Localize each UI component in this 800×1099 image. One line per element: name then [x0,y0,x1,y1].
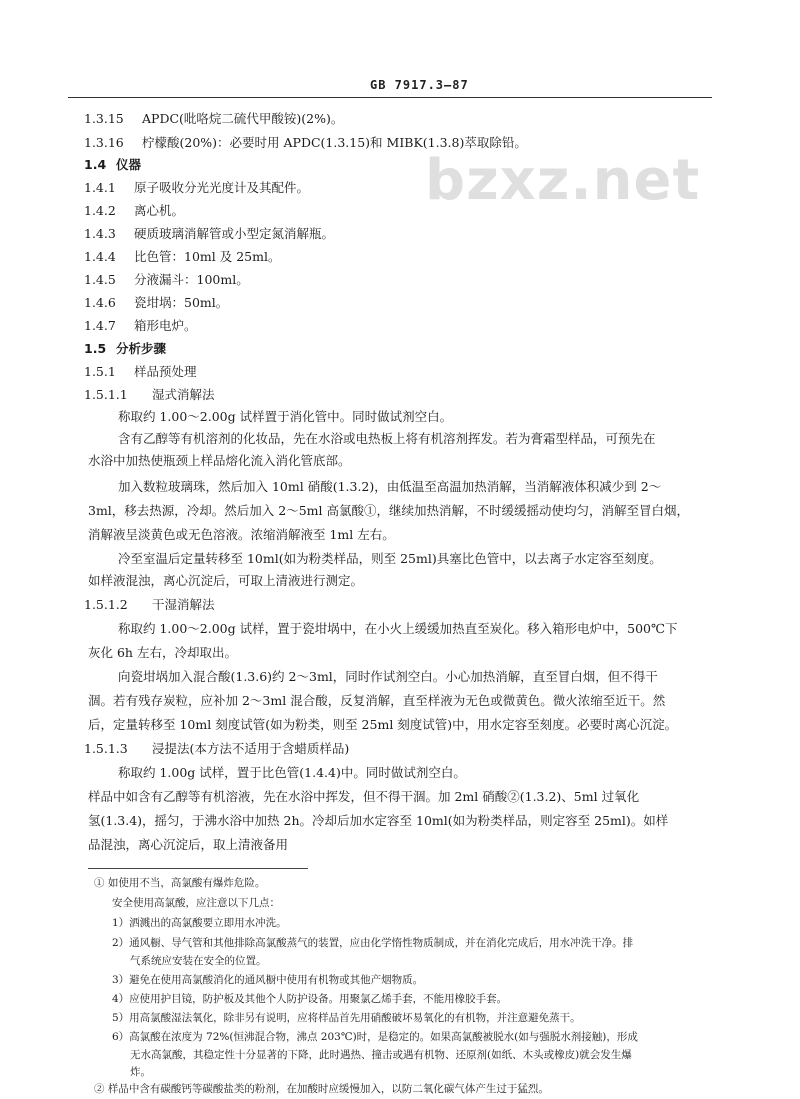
item-number: 1.4.6 [84,295,116,310]
header-rule [68,97,712,98]
footnote-item: 5）用高氯酸湿法氧化，除非另有说明，应将样品首先用硝酸破坏易氧化的有机物，并注意避免蒸干。 [112,1012,581,1024]
footnote-2: ② 样品中含有碳酸钙等碳酸盐类的粉剂，在加酸时应缓慢加入，以防二氧化碳气体产生过于猛烈。 [94,1083,549,1095]
item-number: 1.5.1.3 [84,741,128,756]
body-line: 称取约 1.00～2.00g 试样置于消化管中。同时做试剂空白。 [118,409,453,424]
body-line: 冷至室温后定量转移至 10ml(如为粉类样品，则至 25ml)具塞比色管中，以去离子水定容至刻度。 [118,551,662,566]
item-text: 瓷坩埚：50ml。 [134,295,229,310]
item-text: 离心机。 [134,203,185,218]
section-heading: 仪器 [116,157,142,172]
item-number: 1.5.1 [84,364,116,379]
item-text: 比色管：10ml 及 25ml。 [134,249,281,264]
item-number: 1.3.16 [84,135,124,150]
item-text: 干湿消解法 [152,597,215,612]
body-line: 消解液呈淡黄色或无色溶液。浓缩消解液至 1ml 左右。 [88,527,395,542]
body-line: 3ml，移去热源，冷却。然后加入 2～5ml 高氯酸①，继续加热消解，不时缓缓摇动使均匀，消解至冒白烟， [88,503,690,518]
item-text: 样品预处理 [134,364,197,379]
footnote-item: 3）避免在使用高氯酸消化的通风橱中使用有机物或其他产烟物质。 [112,974,424,986]
footnote-rule [88,868,308,869]
standard-number: GB 7917.3—87 [370,78,469,92]
item-number: 1.5.1.1 [84,387,128,402]
body-line: 称取约 1.00～2.00g 试样，置于瓷坩埚中，在小火上缓缓加热直至炭化。移入箱形电炉中，500℃下 [118,621,678,636]
item-text: 分液漏斗：100ml。 [134,272,249,287]
watermark: bzxz.net [425,148,701,213]
item-number: 1.4.1 [84,180,116,195]
footnote-item: 1）洒溅出的高氯酸要立即用水冲洗。 [112,917,287,929]
footnote-item: 炸。 [130,1066,151,1078]
item-number: 1.4.5 [84,272,116,287]
body-line: 样品中如含有乙醇等有机溶液，先在水浴中挥发，但不得干涸。加 2ml 硝酸②(1.3.2)、5ml 过氧化 [88,789,640,804]
body-line: 后，定量转移至 10ml 刻度试管(如为粉类，则至 25ml 刻度试管)中，用水定容至刻度。必要时离心沉淀。 [88,717,678,732]
body-line: 氢(1.3.4)，摇匀，于沸水浴中加热 2h。冷却后加水定容至 10ml(如为粉类样品，则定容至 25ml)。如样 [88,813,669,828]
item-text: 原子吸收分光光度计及其配件。 [134,180,310,195]
footnote-item: 4）应使用护目镜，防护板及其他个人防护设备。用聚氯乙烯手套，不能用橡胶手套。 [112,993,508,1005]
item-number: 1.4.7 [84,318,116,333]
item-text: 湿式消解法 [152,387,215,402]
item-number: 1.5.1.2 [84,597,128,612]
item-number: 1.4.4 [84,249,116,264]
item-number: 1.4.2 [84,203,116,218]
item-text: 浸提法(本方法不适用于含蜡质样品) [152,741,350,756]
item-number: 1.3.15 [84,111,124,126]
section-heading: 分析步骤 [116,341,167,356]
footnote-item: 2）通风橱、导气管和其他排除高氯酸蒸气的装置，应由化学惰性物质制成，并在消化完成后，用水冲洗干净。排 [112,937,634,949]
footnote-item: 6）高氯酸在浓度为 72%(恒沸混合物，沸点 203℃)时，是稳定的。如果高氯酸被脱水(如与强脱水剂接触)，形成 [112,1031,638,1043]
footnote-item: 气系统应安装在安全的位置。 [130,955,267,967]
footnote-item: 无水高氯酸，其稳定性十分显著的下降，此时遇热、撞击或遇有机物、还原剂(如纸、木头或橡皮)就会发生爆 [130,1049,632,1061]
item-text: 箱形电炉。 [134,318,197,333]
body-line: 涸。若有残存炭粒，应补加 2～3ml 混合酸，反复消解，直至样液为无色或微黄色。微火浓缩至近干。然 [88,693,666,708]
body-line: 向瓷坩埚加入混合酸(1.3.6)约 2～3ml，同时作试剂空白。小心加热消解，直至冒白烟，但不得干 [118,669,658,684]
item-text: 柠檬酸(20%)：必要时用 APDC(1.3.15)和 MIBK(1.3.8)萃取除铅。 [142,135,527,150]
item-text: 硬质玻璃消解管或小型定氮消解瓶。 [134,226,335,241]
section-number: 1.4 [84,157,107,172]
footnote-1: ① 如使用不当，高氯酸有爆炸危险。 [94,877,266,889]
body-line: 含有乙醇等有机溶剂的化妆品，先在水浴或电热板上将有机溶剂挥发。若为膏霜型样品，可预先在 [118,431,656,446]
section-number: 1.5 [84,341,107,356]
body-line: 水浴中加热使瓶颈上样品熔化流入消化管底部。 [88,453,351,468]
footnote-intro: 安全使用高氯酸，应注意以下几点： [112,897,280,909]
body-line: 称取约 1.00g 试样，置于比色管(1.4.4)中。同时做试剂空白。 [118,765,466,780]
item-text: APDC(吡咯烷二硫代甲酸铵)(2%)。 [142,111,344,126]
body-line: 加入数粒玻璃珠，然后加入 10ml 硝酸(1.3.2)，由低温至高温加热消解，当消解液体积减少到 2～ [118,479,662,494]
body-line: 品混浊，离心沉淀后，取上清液备用 [88,837,289,852]
body-line: 如样液混浊，离心沉淀后，可取上清液进行测定。 [88,573,364,588]
body-line: 灰化 6h 左右，冷却取出。 [88,645,237,660]
item-number: 1.4.3 [84,226,116,241]
